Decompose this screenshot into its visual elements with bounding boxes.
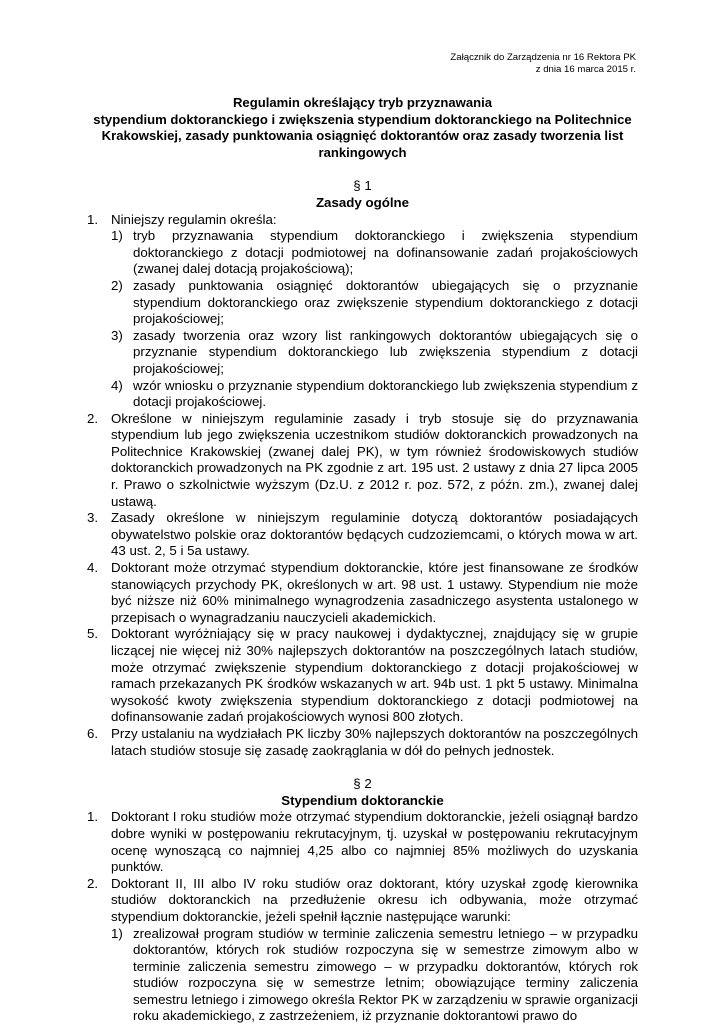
title-line3: Krakowskiej, zasady punktowania osiągnięć doktorantów oraz zasady tworzenia list xyxy=(87,128,638,145)
item-text: Doktorant I roku studiów może otrzymać stypendium doktoranckie, jeżeli osiągnął bardzo dobre wyniki w postępowaniu rekrutacyjnym, tj. uzyskał w postępowaniu rekrutacyjnym ocenę wynoszącą co najmniej 4,25 albo co najmniej 85% możliwych do uzyskania punktów. xyxy=(111,809,638,875)
title-line2: stypendium doktoranckiego i zwiększenia stypendium doktoranckiego na Politechnice xyxy=(87,112,638,129)
section1-number: § 1 xyxy=(87,178,638,195)
list-item xyxy=(87,560,638,626)
attachment-note-line2: z dnia 16 marca 2015 r. xyxy=(87,64,636,76)
attachment-note-line1: Załącznik do Zarządzenia nr 16 Rektora PK xyxy=(87,52,636,64)
sub-item-number: 3) xyxy=(111,328,123,345)
sub-list-item xyxy=(111,926,638,1025)
list-item xyxy=(87,212,638,411)
sub-item-text: zrealizował program studiów w terminie zaliczenia semestru letniego – w przypadku doktorantów, których rok studiów rozpoczyna się w semestrze zimowym albo w terminie zaliczenia semestru zimowego – w przypadku doktorantów, których rok studiów rozpoczyna się w semestrze letnim; obowiązujące terminy zaliczenia semestru letniego i zimowego określa Rektor PK w zarządzeniu w sprawie organizacji roku akademickiego, z zastrzeżeniem, iż przyznanie doktorantowi prawo do xyxy=(133,926,638,1025)
sub-list-item xyxy=(111,278,638,328)
item-number: 4. xyxy=(87,560,98,577)
item-text: Doktorant może otrzymać stypendium doktoranckie, które jest finansowane ze środków stanowiących przychody PK, określonych w art. 98 ust. 1 ustawy. Stypendium nie może być niższe niż 60% minimalnego wynagrodzenia zasadniczego asystenta ustalonego w przepisach o wynagradzaniu nauczycieli akademickich. xyxy=(111,560,638,626)
item-number: 1. xyxy=(87,212,98,229)
sub-list-item xyxy=(111,378,638,411)
section2-list xyxy=(87,809,638,1025)
list-item xyxy=(87,809,638,875)
list-item xyxy=(87,411,638,511)
list-item xyxy=(87,626,638,726)
item-text: Niniejszy regulamin określa: xyxy=(111,212,638,229)
title-line1: Regulamin określający tryb przyznawania xyxy=(87,95,638,112)
attachment-note xyxy=(87,52,636,76)
item-text: Doktorant wyróżniający się w pracy naukowej i dydaktycznej, znajdujący się w grupie liczącej nie więcej niż 30% najlepszych doktorantów na poszczególnych latach studiów, może otrzymać zwiększenie stypendium doktoranckiego z dotacji projakościowej w ramach przekazanych PK środków wskazanych w art. 94b ust. 1 pkt 5 ustawy. Minimalna wysokość kwoty zwiększenia stypendium doktoranckiego z dotacji podmiotowej na dofinansowanie zadań projakościowych wynosi 800 złotych. xyxy=(111,626,638,726)
item-number: 2. xyxy=(87,876,98,893)
section2-number: § 2 xyxy=(87,776,638,793)
item-text: Zasady określone w niniejszym regulaminie dotyczą doktorantów posiadających obywatelstwo polskie oraz doktorantów będących cudzoziemcami, o których mowa w art. 43 ust. 2, 5 i 5a ustawy. xyxy=(111,510,638,560)
list-item xyxy=(87,726,638,759)
sub-list-item xyxy=(111,228,638,278)
section1-name: Zasady ogólne xyxy=(87,195,638,212)
sub-item-number: 4) xyxy=(111,378,123,395)
item-number: 3. xyxy=(87,510,98,527)
sub-list xyxy=(111,228,638,411)
sub-list xyxy=(111,926,638,1025)
sub-item-number: 1) xyxy=(111,228,123,245)
list-item xyxy=(87,510,638,560)
section1-list xyxy=(87,212,638,760)
title-line4: rankingowych xyxy=(87,145,638,162)
sub-item-text: tryb przyznawania stypendium doktoranckiego i zwiększenia stypendium doktoranckiego z dotacji podmiotowej na dofinansowanie zadań projakościowych (zwanej dalej dotacją projakościową); xyxy=(133,228,638,278)
section2-name: Stypendium doktoranckie xyxy=(87,793,638,810)
item-number: 5. xyxy=(87,626,98,643)
item-number: 1. xyxy=(87,809,98,826)
sub-item-text: zasady tworzenia oraz wzory list rankingowych doktorantów ubiegających się o przyznanie stypendium doktoranckiego lub zwiększenia stypendium z dotacji projakościowej; xyxy=(133,328,638,378)
item-text: Doktorant II, III albo IV roku studiów oraz doktorant, który uzyskał zgodę kierownika studiów doktoranckich na przedłużenie okresu ich odbywania, może otrzymać stypendium doktoranckie, jeżeli spełnił łącznie następujące warunki: xyxy=(111,876,638,926)
item-number: 6. xyxy=(87,726,98,743)
list-item xyxy=(87,876,638,1025)
sub-item-text: wzór wniosku o przyznanie stypendium doktoranckiego lub zwiększenia stypendium z dotacji projakościowej. xyxy=(133,378,638,411)
sub-item-text: zasady punktowania osiągnięć doktorantów ubiegających się o przyznanie stypendium doktoranckiego oraz zwiększenie stypendium doktoranckiego z dotacji projakościowej; xyxy=(133,278,638,328)
document-title xyxy=(87,95,638,161)
item-text: Określone w niniejszym regulaminie zasady i tryb stosuje się do przyznawania stypendium lub jego zwiększenia uczestnikom studiów doktoranckich prowadzonych na Politechnice Krakowskiej (zwanej dalej PK), w tym również środowiskowych studiów doktoranckich prowadzonych na PK zgodnie z art. 195 ust. 2 ustawy z dnia 27 lipca 2005 r. Prawo o szkolnictwie wyższym (Dz.U. z 2012 r. poz. 572, z późn. zm.), zwanej dalej ustawą. xyxy=(111,411,638,511)
item-number: 2. xyxy=(87,411,98,428)
sub-item-number: 1) xyxy=(111,926,123,943)
sub-list-item xyxy=(111,328,638,378)
item-text: Przy ustalaniu na wydziałach PK liczby 30% najlepszych doktorantów na poszczególnych latach studiów stosuje się zasadę zaokrąglania w dół do pełnych jednostek. xyxy=(111,726,638,759)
sub-item-number: 2) xyxy=(111,278,123,295)
